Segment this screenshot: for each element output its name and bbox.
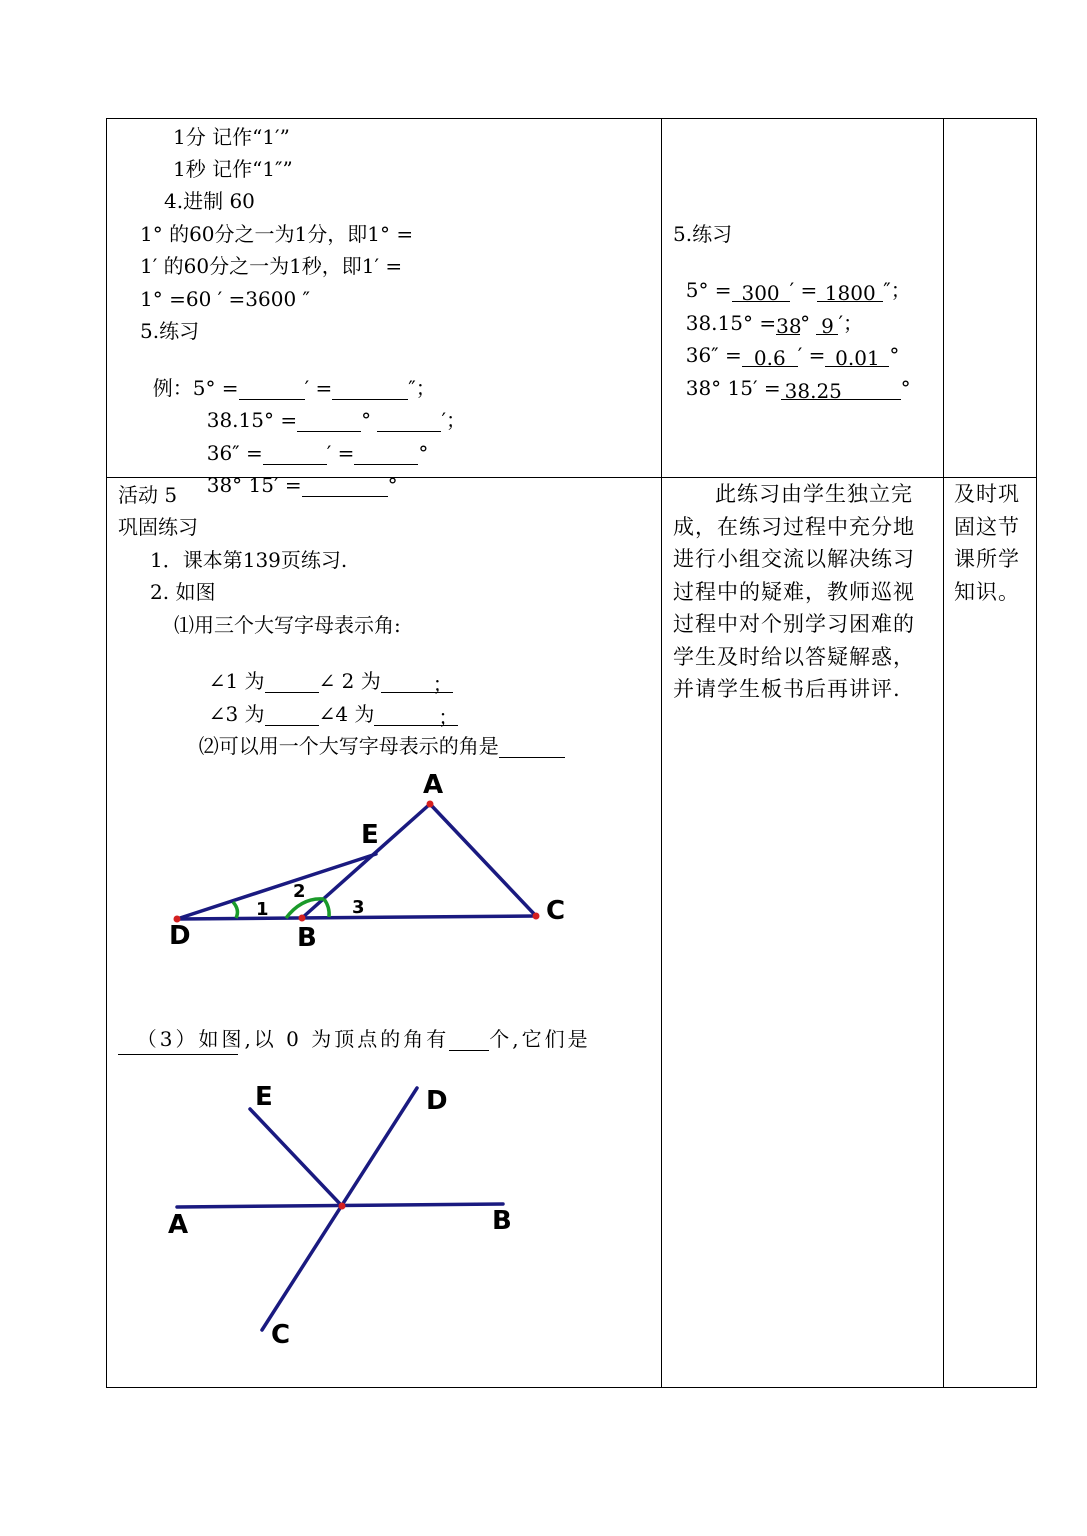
ray-OE: [250, 1109, 342, 1206]
label-E: E: [255, 1082, 273, 1112]
blank-field[interactable]: ；: [374, 705, 458, 726]
answers-heading: 5.练习: [673, 222, 733, 246]
angle-3-label: 3: [352, 897, 365, 918]
point-C: [533, 913, 540, 920]
triangle-figure: [160, 765, 580, 955]
answer-3: 36″ = 0.6 ′ = 0.01 °: [685, 343, 900, 370]
angle-line-2: ∠3 为 ∠4 为 ；: [208, 702, 459, 729]
answer-value: 300: [732, 281, 790, 302]
answer-2: 38.15° =38° 9 ′；: [685, 311, 863, 338]
label-C: C: [271, 1320, 291, 1350]
example-3: 36″ = ′ = °: [206, 441, 429, 465]
practice-heading: 5.练习: [140, 319, 200, 343]
label-E: E: [361, 820, 379, 850]
minute-definition: 1分 记作“1′”: [173, 125, 290, 149]
answer-value: 38: [776, 314, 802, 338]
base-heading: 4.进制 60: [164, 189, 255, 213]
angle-2-label: 2: [293, 881, 306, 902]
table-right-border: [1036, 118, 1037, 1388]
blank-field[interactable]: [302, 476, 388, 497]
column-divider-2: [943, 118, 944, 1388]
label-D: D: [169, 921, 191, 951]
table-top-border: [106, 118, 1037, 119]
blank-field[interactable]: ；: [381, 672, 453, 693]
label-A: A: [423, 770, 444, 800]
activity-label: 活动 5: [118, 483, 178, 507]
point-B: [299, 915, 306, 922]
angle-3-arc: [324, 899, 329, 917]
segment-AC: [430, 804, 536, 916]
answer-value: 38.25: [781, 379, 901, 400]
minute-to-second: 1′ 的60分之一为1秒，即1′ =: [140, 254, 403, 278]
label-D: D: [426, 1086, 448, 1116]
question-3: （3）如图,以 0 为顶点的角有 个,它们是: [136, 1027, 591, 1051]
answer-4: 38° 15′ = 38.25 °: [685, 376, 911, 403]
example-1: 例：5° = ′ = ″；: [152, 376, 436, 400]
exercise-item-1: 1．课本第139页练习.: [150, 548, 348, 572]
label-C: C: [546, 896, 566, 926]
angle-line-1: ∠1 为 ∠ 2 为 ；: [208, 669, 453, 696]
answer-1: 5° = 300 ′ = 1800 ″；: [685, 278, 911, 305]
second-definition: 1秒 记作“1″”: [173, 157, 293, 181]
table-left-border: [106, 118, 107, 1388]
conversion-summary: 1° =60 ′ =3600 ″: [140, 287, 311, 311]
answer-value: 0.01: [825, 346, 889, 367]
label-B: B: [492, 1206, 512, 1236]
answer-value: 9: [816, 314, 838, 335]
column-divider-1: [661, 118, 662, 1388]
exercise-item-2: 2. 如图: [150, 580, 216, 604]
sub-question-1: ⑴用三个大写字母表示角:: [174, 613, 401, 637]
sub-question-2: ⑵可以用一个大写字母表示的角是: [186, 710, 565, 758]
question-3-answer-blank[interactable]: [118, 1054, 238, 1055]
label-A: A: [168, 1210, 189, 1240]
point-O: [339, 1203, 346, 1210]
blank-field[interactable]: [499, 737, 565, 758]
teacher-notes: 此练习由学生独立完成，在练习过程中充分地进行小组交流以解决练习过程中的疑难，教师巡视过程中对个别学习困难的学生及时给以答疑解惑，并请学生板书后再讲评.: [673, 482, 915, 701]
degree-to-minute: 1° 的60分之一为1分，即1° =: [140, 222, 414, 246]
design-intent: 及时巩固这节课所学知识。: [954, 482, 1020, 604]
example-2: 38.15° = ° ′；: [206, 408, 466, 432]
line-DC: [262, 1088, 417, 1330]
example-4: 38° 15′ = °: [206, 473, 398, 497]
point-A: [427, 801, 434, 808]
table-bottom-border: [106, 1387, 1037, 1388]
angle-1-label: 1: [256, 899, 269, 920]
angle-1-arc: [233, 902, 237, 918]
section-title: 巩固练习: [118, 515, 198, 539]
answer-value: 0.6: [742, 346, 798, 367]
blank-field[interactable]: [449, 1030, 489, 1051]
segment-DE: [177, 854, 376, 919]
answer-value: 1800: [817, 281, 883, 302]
label-B: B: [297, 923, 317, 953]
intersecting-lines-figure: [160, 1078, 530, 1358]
